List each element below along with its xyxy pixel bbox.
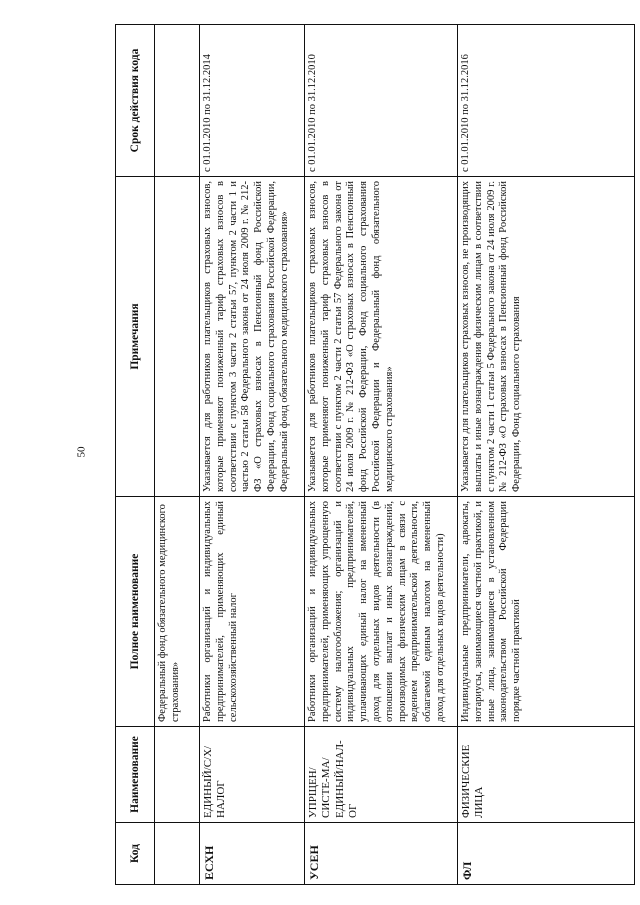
cell-code: УСЕН: [305, 823, 458, 885]
cell-validity: [155, 25, 200, 177]
table-row: [200, 25, 305, 885]
cell-notes: [155, 177, 200, 497]
header-notes: Примечания: [116, 177, 155, 497]
page-number: 50: [75, 446, 88, 458]
cell-notes: Указывается для плательщиков страховых взносов, не производящих выплаты и иные вознаграждения физическим лицам в соответствии с пунктом 2 части 1 статьи 5 Федерального закона от 24 июля 2009 г. № 212-ФЗ «О страховых взносах в Пенсионный фонд Российской Федерации, Фонд социального страхования: [458, 177, 635, 497]
cell-full-name: Индивидуальные предприниматели, адвокаты, нотариусы, занимающиеся частной практикой, и иные лица, занимающиеся в установленном законодательством Российской Федерации порядке частной практикой: [458, 497, 635, 727]
cell-code: ЕСХН: [200, 823, 305, 885]
cell-name: [155, 727, 200, 823]
cell-validity: с 01.01.2010 по 31.12.2010: [305, 25, 458, 177]
cell-full-name: Федеральный фонд обязательного медицинского страхования»: [155, 497, 200, 727]
header-name: Наименование: [116, 727, 155, 823]
cell-code: [155, 823, 200, 885]
cell-code: ФЛ: [458, 823, 635, 885]
cell-full-name: Работники организаций и индивидуальных предпринимателей, применяющих упрощенную систему налогообложения; организаций и индивидуальных предпринимателей, уплачивающих единый налог на вмененный доход для отдельных видов деятельности (в отношении выплат и иных вознаграждений, производимых физическим лицам в связи с ведением предпринимательской деятельности, облагаемой единым налогом на вмененный доход для отдельных видов деятельности): [305, 497, 458, 727]
cell-full-name: Работники организаций и индивидуальных предпринимателей, применяющих единый сельскохозяйственный налог: [200, 497, 305, 727]
header-code: Код: [116, 823, 155, 885]
codes-table: [115, 24, 635, 885]
rotated-table-wrapper: [115, 25, 635, 885]
table-row: [305, 25, 458, 885]
cell-name: ФИЗИЧЕСКИЕ ЛИЦА: [458, 727, 635, 823]
cell-name: УПРЩЕН/СИСТЕ-МА/ЕДИНЫЙ/НАЛ-ОГ: [305, 727, 458, 823]
cell-notes: Указывается для работников плательщиков страховых взносов, которые применяют пониженный тариф страховых взносов в соответствии с пунктом 3 части 2 статьи 57, пунктом 2 части 1 и частью 2 статьи 58 Федерального закона от 24 июля 2009 г. № 212-ФЗ «О страховых взносах в Пенсионный фонд Российской Федерации, Фонд социального страхования Российской Федерации, Федеральный фонд обязательного медицинского страхования»: [200, 177, 305, 497]
cell-notes: Указывается для работников плательщиков страховых взносов, которые применяют пониженный тариф страховых взносов в соответствии с пунктом 2 части 2 статьи 57 Федерального закона от 24 июля 2009 г. № 212-ФЗ «О страховых взносах в Пенсионный фонд Российской Федерации, Фонд социального страхования Российской Федерации и Федеральный фонд обязательного медицинского страхования»: [305, 177, 458, 497]
header-validity: Срок действия кода: [116, 25, 155, 177]
table-row: [458, 25, 635, 885]
cell-validity: с 01.01.2010 по 31.12.2014: [200, 25, 305, 177]
cell-validity: с 01.01.2010 по 31.12.2016: [458, 25, 635, 177]
table-row: [155, 25, 200, 885]
table-header-row: [116, 25, 155, 885]
header-full-name: Полное наименование: [116, 497, 155, 727]
cell-name: ЕДИНЫЙ/С/Х/НАЛОГ: [200, 727, 305, 823]
